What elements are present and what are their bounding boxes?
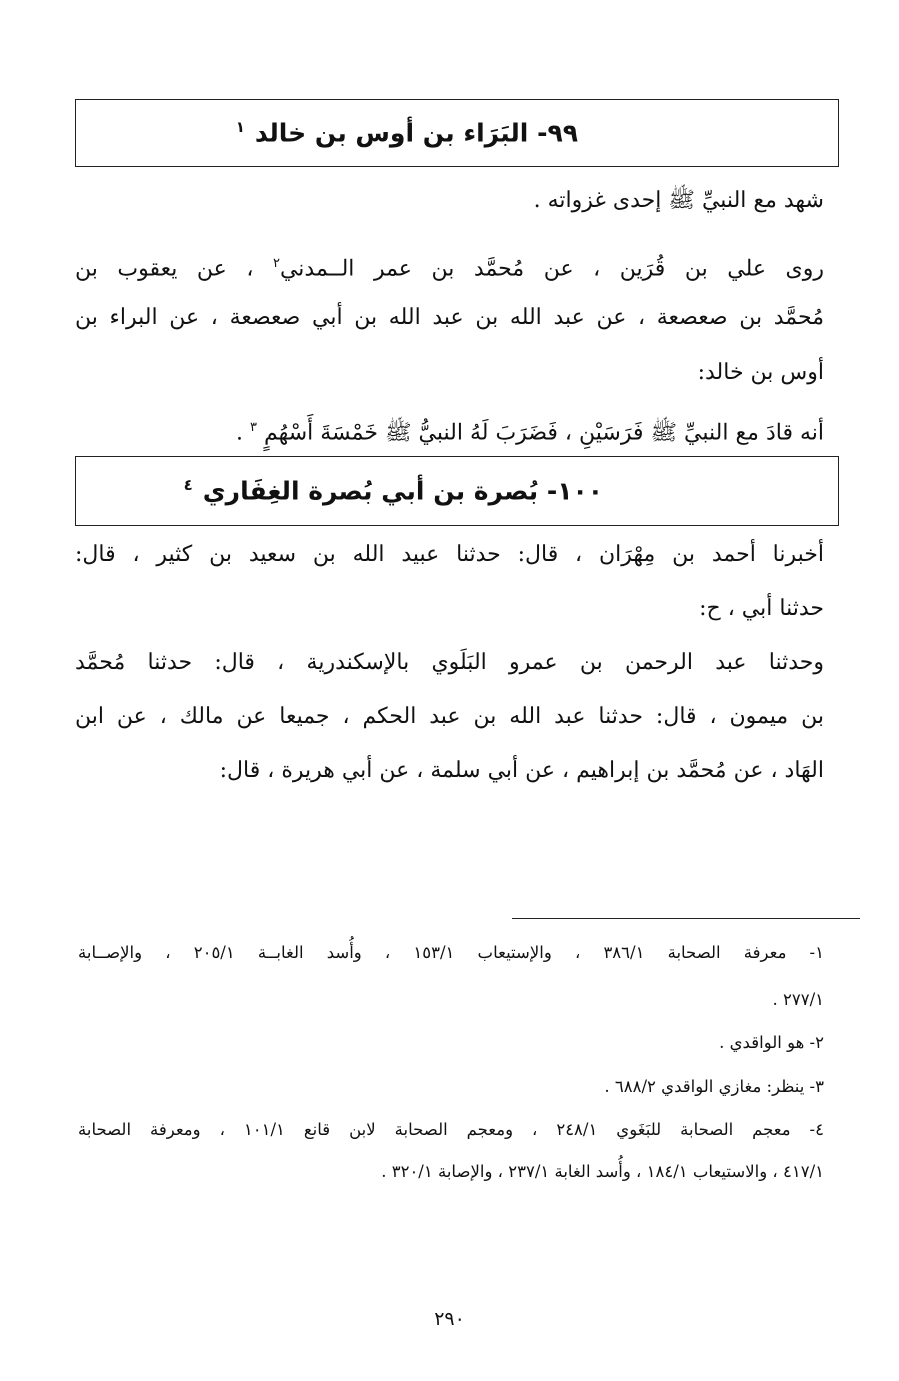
entry-99-line-4: أوس بن خالد: — [697, 360, 824, 385]
entry-100-line-3: وحدثنا عبد الرحمن بن عمرو البَلَوي بالإسكندرية ، قال: حدثنا مُحمَّد — [75, 650, 824, 675]
entry-100-title: ١٠٠- بُصرة بن أبي بُصرة الغِفَاري$^٤$ — [183, 476, 603, 506]
entry-100-line-2: حدثنا أبي ، ح: — [699, 596, 824, 621]
entry-99-heading-box — [75, 99, 839, 167]
entry-100-note-ref: ٤ — [183, 476, 193, 495]
footnote-ref-3: ٣ — [249, 420, 257, 435]
footnote-4-line-1: ٤- معجم الصحابة للبَغَوي ٢٤٨/١ ، ومعجم الصحابة لابن قانع ١٠١/١ ، ومعرفة الصحابة — [78, 1120, 825, 1139]
entry-99-line-1: شهد مع النبيِّ ﷺ إحدى غزواته . — [533, 188, 824, 213]
footnote-1-line-1: ١- معرفة الصحابة ٣٨٦/١ ، والإستيعاب ١٥٣/١ ، وأُسد الغابــة ٢٠٥/١ ، والإصــابة — [78, 943, 825, 962]
footnote-1-line-2: ٢٧٧/١ . — [772, 990, 824, 1009]
entry-99-line-2: روى علي بن قُرَين ، عن مُحمَّد بن عمر الــمدني$^٢$ ، عن يعقوب بن — [75, 256, 825, 282]
footnote-separator — [512, 918, 860, 919]
entry-100-line-5: الهَاد ، عن مُحمَّد بن إبراهيم ، عن أبي سلمة ، عن أبي هريرة ، قال: — [219, 758, 824, 783]
footnote-2: ٢- هو الواقدي . — [719, 1033, 824, 1052]
entry-99-title: ٩٩- البَرَاء بن أوس بن خالد$^١$ — [235, 118, 578, 148]
entry-100-line-1: أخبرنا أحمد بن مِهْرَان ، قال: حدثنا عبيد الله بن سعيد بن كثير ، قال: — [75, 542, 824, 567]
entry-99-note-ref: ١ — [235, 118, 245, 137]
entry-99-line-5: أنه قادَ مع النبيِّ ﷺ فَرَسَيْنِ ، فَضَرَبَ لَهُ النبيُّ ﷺ خَمْسَةَ أَسْهُمٍ $^٣$ . — [235, 420, 824, 446]
footnote-ref-2: ٢ — [272, 256, 280, 271]
entry-100-line-4: بن ميمون ، قال: حدثنا عبد الله بن عبد الحكم ، جميعا عن مالك ، عن ابن — [75, 704, 824, 729]
entry-99-line-3: مُحمَّد بن صعصعة ، عن عبد الله بن عبد الله بن أبي صعصعة ، عن البراء بن — [75, 305, 824, 330]
page-number: ٢٩٠ — [434, 1308, 465, 1330]
entry-100-heading-box — [75, 456, 839, 526]
footnote-4-line-2: ٤١٧/١ ، والاستيعاب ١٨٤/١ ، وأُسد الغابة ٢٣٧/١ ، والإصابة ٣٢٠/١ . — [381, 1162, 824, 1181]
footnote-3: ٣- ينظر: مغازي الواقدي ٦٨٨/٢ . — [604, 1077, 824, 1096]
